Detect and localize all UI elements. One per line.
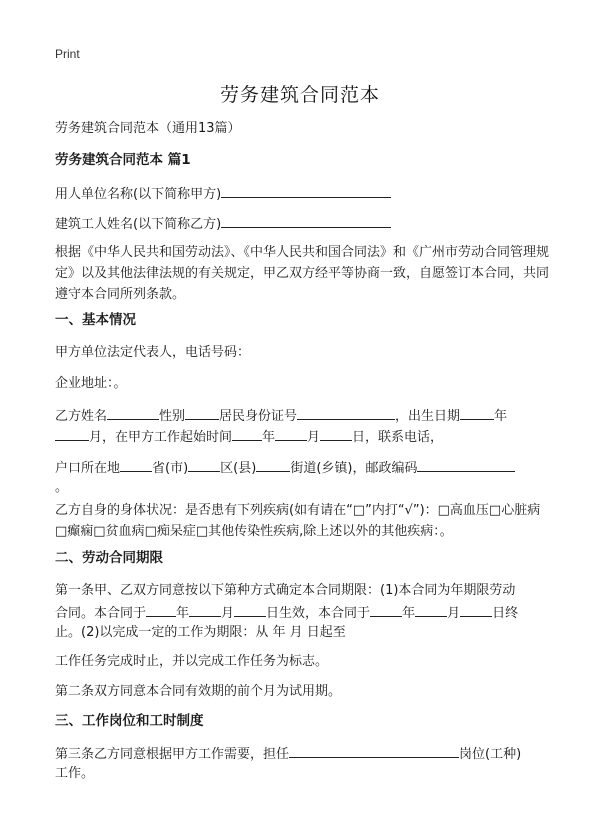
post-blank [289, 742, 459, 758]
work-month-unit: 月 [307, 430, 321, 445]
party-a-label: 用人单位名称(以下简称甲方) [55, 187, 222, 202]
party-a-blank [221, 182, 391, 198]
b-birth-label: ，出生日期 [395, 409, 461, 424]
heading-post-hours: 三、工作岗位和工时制度 [55, 713, 204, 729]
b-id-label: 居民身份证号 [219, 409, 298, 424]
party-b-label: 建筑工人姓名(以下简称乙方) [55, 217, 222, 232]
article-1-line-1: 第一条甲、乙双方同意按以下第种方式确定本合同期限：(1)本合同为年期限劳动 [55, 583, 516, 598]
province-blank [120, 456, 152, 472]
b-name-label: 乙方姓名 [55, 409, 108, 424]
b-birth-year-blank [460, 404, 494, 420]
district-label: 区(县) [220, 461, 257, 476]
section-title: 劳务建筑合同范本 篇1 [55, 152, 191, 168]
start-year-blank [146, 601, 176, 617]
party-b-info-line-2 [55, 425, 443, 448]
heading-contract-term: 二、劳动合同期限 [55, 550, 163, 566]
art1-start-label: 合同。本合同于 [55, 606, 147, 621]
health-paragraph: 乙方自身的身体状况：是否患有下列疾病(如有请在“□”内打“√”)：□高血压□心脏病□癫痫□贫血病□痴呆症□其他传染性疾病,除上述以外的其他疾病：。 [55, 503, 541, 539]
art1-end-suffix: 日终 [492, 606, 519, 621]
article-2-line: 第二条双方同意本合同有效期的前个月为试用期。 [55, 684, 342, 699]
party-b-info-line [55, 404, 507, 427]
hukou-end: 。 [55, 480, 69, 495]
art1-end-label: 日生效，本合同于 [266, 606, 371, 621]
end-day-blank [460, 601, 492, 617]
end-month-unit: 月 [447, 606, 461, 621]
article-1-line-3: 止。(2)以完成一定的工作为期限：从 年 月 日起至 [55, 625, 346, 640]
party-a-line [55, 182, 391, 205]
b-id-blank [297, 404, 395, 420]
street-blank [256, 456, 290, 472]
b-work-start-label: 月，在甲方工作起始时间 [89, 430, 233, 445]
representative-line: 甲方单位法定代表人，电话号码： [55, 345, 251, 360]
heading-basic-info: 一、基本情况 [55, 312, 136, 328]
postcode-blank [417, 456, 515, 472]
start-month-unit: 月 [221, 606, 235, 621]
start-month-blank [189, 601, 221, 617]
work-month-blank [275, 425, 307, 441]
intro-paragraph: 根据《中华人民共和国劳动法》、《中华人民共和国合同法》和《广州市劳动合同管理规定》以及其他法律法规的有关规定，甲乙双方经平等协商一致，自愿签订本合同，共同遵守本合同所列条款。 [55, 245, 550, 302]
end-year-unit: 年 [402, 606, 416, 621]
b-gender-blank [185, 404, 219, 420]
address-line: 企业地址：。 [55, 376, 127, 391]
document-subtitle: 劳务建筑合同范本（通用13篇） [55, 121, 241, 136]
work-year-blank [232, 425, 262, 441]
article-3-line-1 [55, 742, 521, 765]
start-day-blank [234, 601, 266, 617]
article-3-line-2: 工作。 [55, 766, 95, 781]
work-day-blank [320, 425, 352, 441]
article-1-line-2 [55, 601, 518, 624]
b-birth-month-blank [55, 425, 89, 441]
end-month-blank [415, 601, 447, 617]
b-name-blank [107, 404, 159, 420]
street-label: 街道(乡镇)，邮政编码 [290, 461, 418, 476]
province-label: 省(市) [152, 461, 189, 476]
party-b-blank [221, 212, 391, 228]
hukou-line [55, 456, 515, 479]
b-contact-label: 日，联系电话， [352, 430, 444, 445]
document-title: 劳务建筑合同范本 [219, 84, 380, 106]
b-gender-label: 性别 [159, 409, 186, 424]
art3-post-label: 岗位(工种) [459, 747, 522, 762]
b-birth-year-unit: 年 [494, 409, 508, 424]
party-b-line [55, 212, 391, 235]
work-year-unit: 年 [262, 430, 276, 445]
hukou-label: 户口所在地 [55, 461, 121, 476]
end-year-blank [370, 601, 402, 617]
district-blank [188, 456, 220, 472]
print-link[interactable]: Print [55, 47, 80, 61]
art3-label: 第三条乙方同意根据甲方工作需要，担任 [55, 747, 290, 762]
start-year-unit: 年 [176, 606, 190, 621]
task-end-line: 工作任务完成时止，并以完成工作任务为标志。 [55, 654, 329, 669]
